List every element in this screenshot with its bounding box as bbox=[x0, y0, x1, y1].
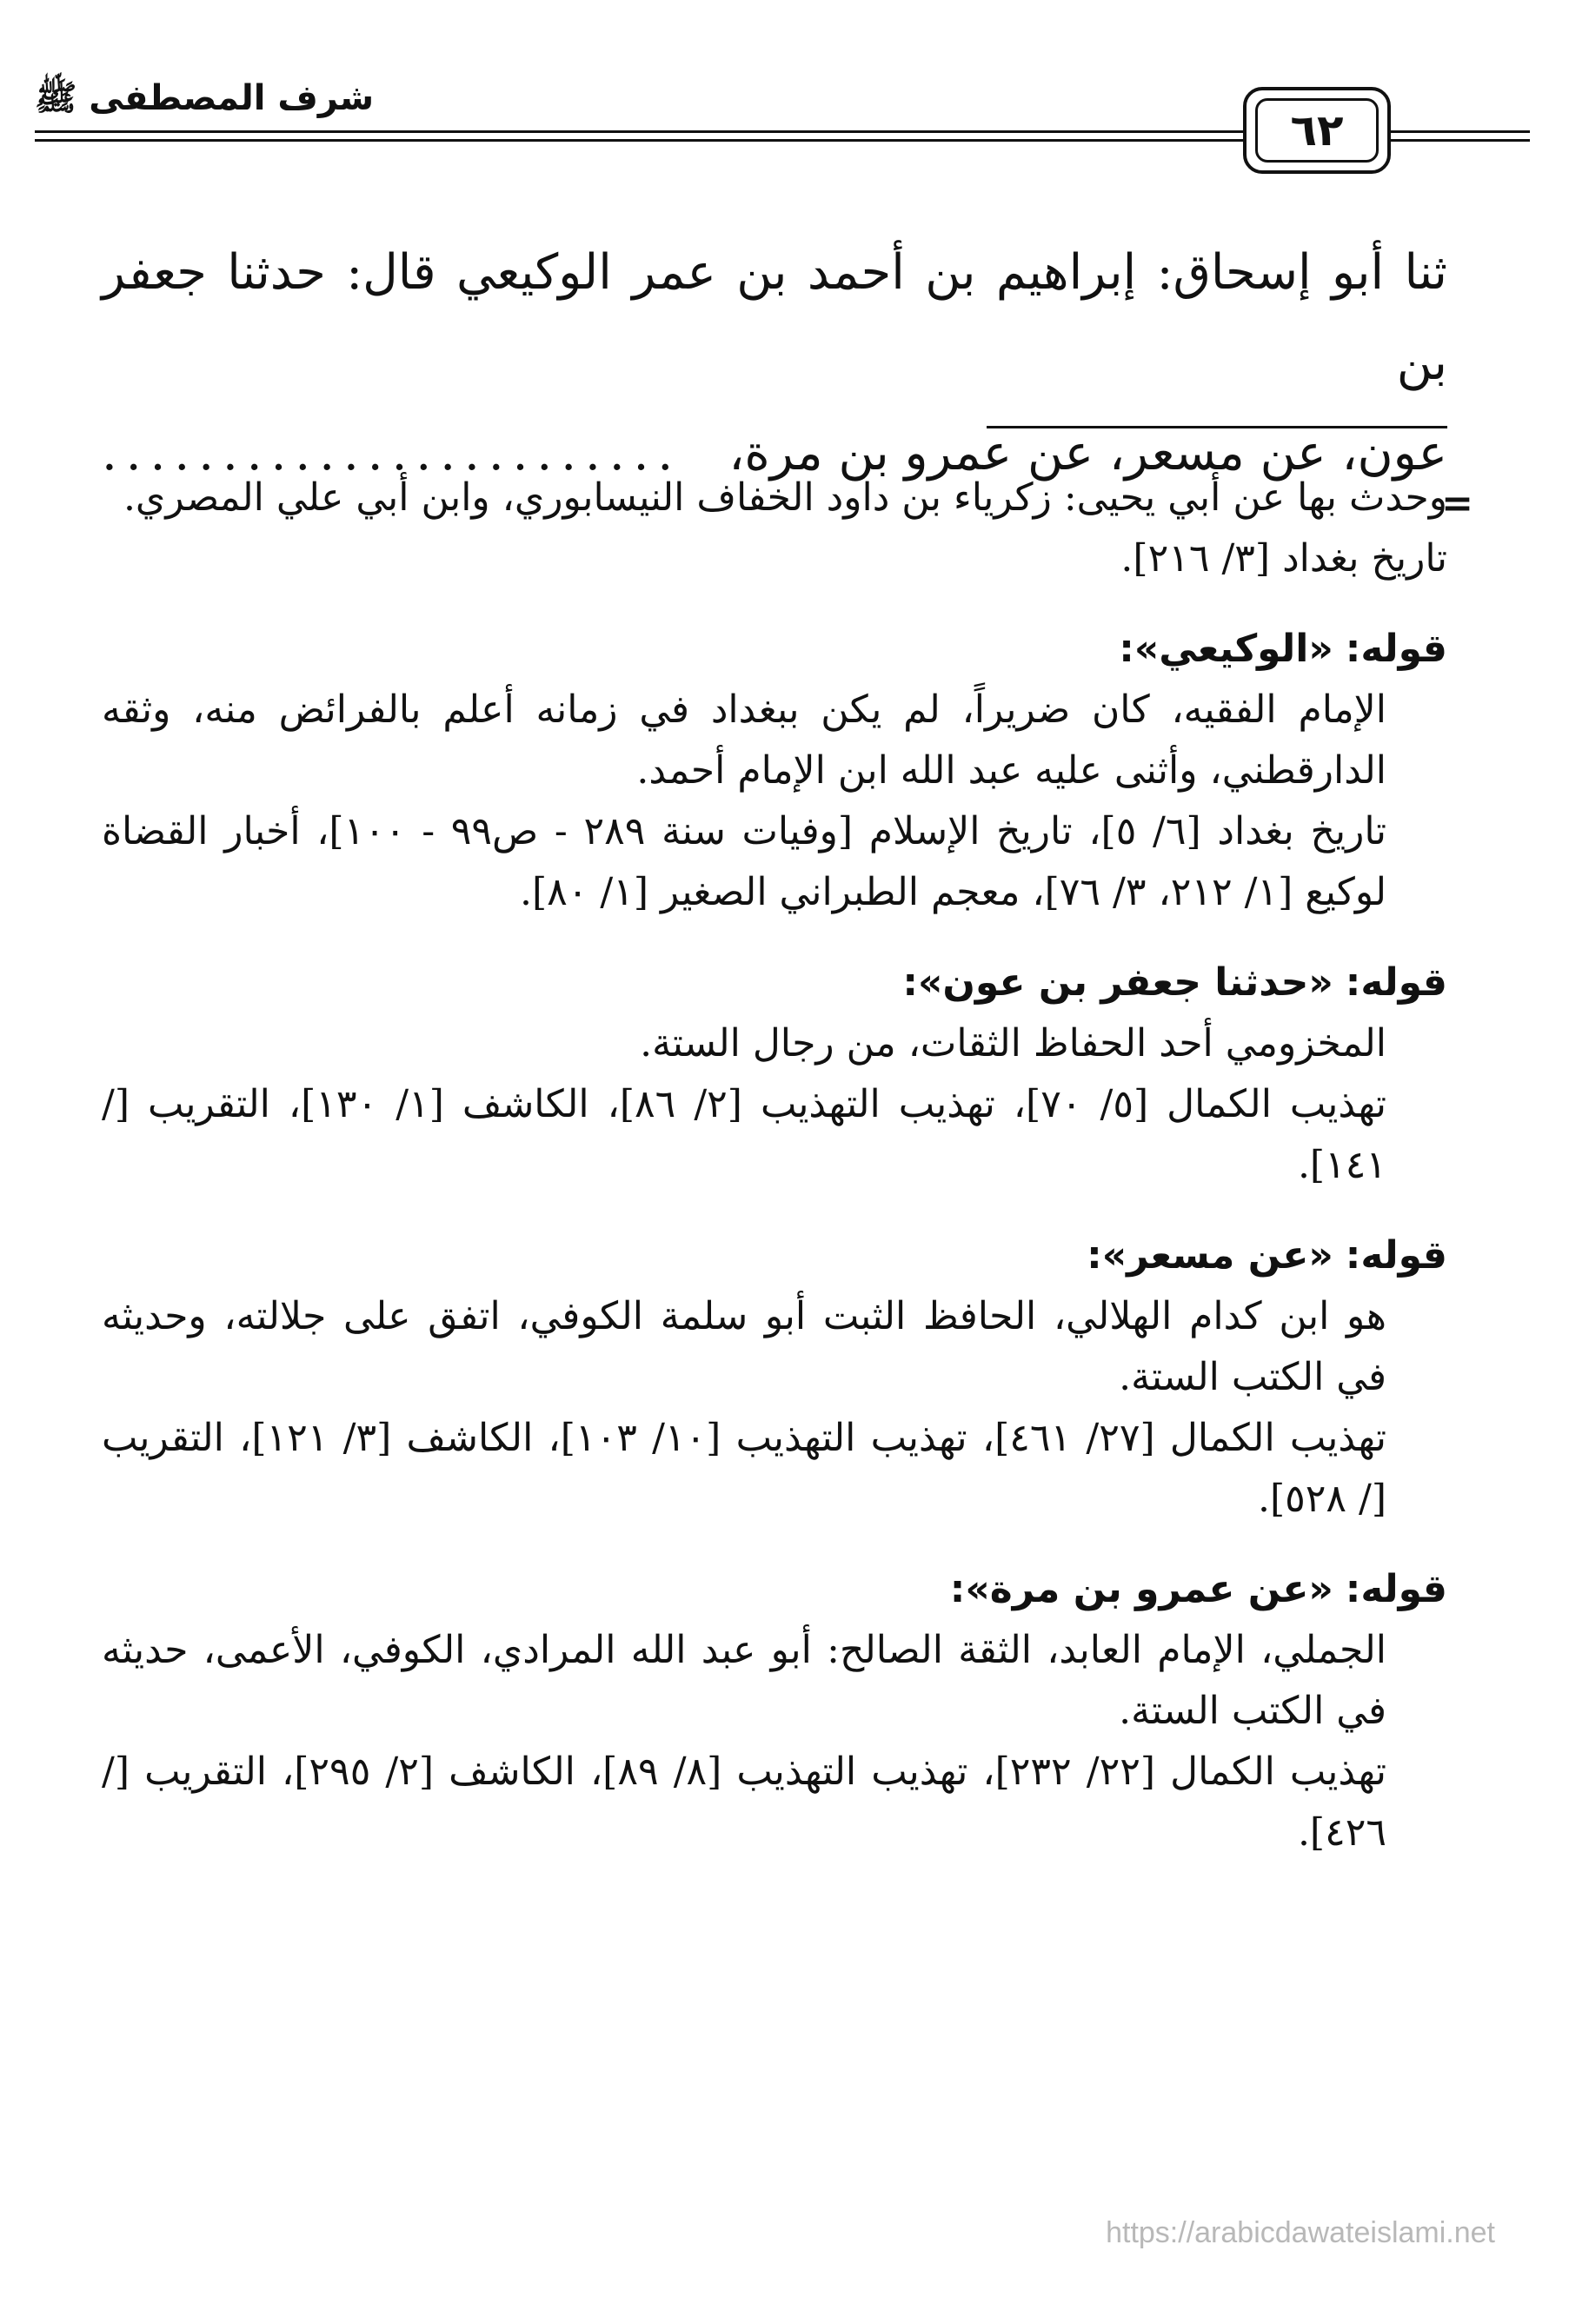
header-rule-bottom bbox=[35, 139, 1243, 142]
entry-heading bbox=[102, 1225, 1447, 1286]
footnote-separator bbox=[987, 426, 1447, 428]
footnote-entry bbox=[102, 953, 1447, 1196]
entry-description: هو ابن كدام الهلالي، الحافظ الثبت أبو سلمة الكوفي، اتفق على جلالته، وحديثه في الكتب الستة. bbox=[102, 1294, 1386, 1399]
entry-label: قوله: bbox=[1345, 1567, 1447, 1611]
entry-sources: تهذيب الكمال [٥/ ٧٠]، تهذيب التهذيب [٢/ ٨٦]، الكاشف [١/ ١٣٠]، التقريب [/ ١٤١]. bbox=[102, 1082, 1387, 1187]
entry-heading bbox=[102, 953, 1447, 1013]
continuation-dots: ........................ bbox=[102, 425, 682, 481]
entry-heading bbox=[102, 1559, 1447, 1620]
entry-heading bbox=[102, 619, 1447, 680]
footnote-continuation bbox=[102, 468, 1447, 589]
footnote-entry bbox=[102, 1225, 1447, 1530]
footnote-entry bbox=[102, 1559, 1447, 1863]
footnotes bbox=[102, 468, 1447, 1893]
main-text bbox=[102, 228, 1447, 499]
entry-term: «حدثنا جعفر بن عون»: bbox=[902, 960, 1333, 1005]
entry-description: المخزومي أحد الحفاظ الثقات، من رجال الستة. bbox=[640, 1021, 1386, 1066]
source-watermark[interactable]: https://arabicdawateislami.net bbox=[1106, 2216, 1495, 2249]
page-number: ٦٢ bbox=[1255, 98, 1379, 163]
entry-sources: تهذيب الكمال [٢٧/ ٤٦١]، تهذيب التهذيب [١٠/ ١٠٣]، الكاشف [٣/ ١٢١]، التقريب [/ ٥٢٨]. bbox=[102, 1416, 1386, 1521]
entry-description: الإمام الفقيه، كان ضريراً، لم يكن ببغداد في زمانه أعلم بالفرائض منه، وثقه الدارقطني، وأثنى عليه عبد الله ابن الإمام أحمد. bbox=[102, 687, 1386, 793]
main-text-line-1: ثنا أبو إسحاق: إبراهيم بن أحمد بن عمر الوكيعي قال: حدثنا جعفر بن bbox=[102, 244, 1447, 391]
footnote-continuation-mark: = bbox=[1441, 481, 1473, 526]
entry-term: «عن عمرو بن مرة»: bbox=[949, 1567, 1333, 1611]
main-text-line-2: عون، عن مسعر، عن عمرو بن مرة، bbox=[728, 425, 1447, 481]
header-rule-right-top bbox=[1391, 130, 1530, 133]
page-header bbox=[0, 0, 1569, 183]
entry-sources: تاريخ بغداد [٦/ ٥]، تاريخ الإسلام [وفيات سنة ٢٨٩ - ص٩٩ - ١٠٠]، أخبار القضاة لوكيع [١/ ٢١٢، ٣/ ٧٦]، معجم الطبراني الصغير [١/ ٨٠]. bbox=[102, 809, 1386, 914]
footnote-entry bbox=[102, 619, 1447, 923]
entry-description: الجملي، الإمام العابد، الثقة الصالح: أبو عبد الله المرادي، الكوفي، الأعمى، حديثه في الكتب الستة. bbox=[102, 1628, 1386, 1733]
entry-label: قوله: bbox=[1345, 1233, 1447, 1278]
header-rule-top bbox=[35, 130, 1243, 133]
entry-label: قوله: bbox=[1345, 960, 1447, 1005]
header-rule-right-bottom bbox=[1391, 139, 1530, 142]
continuation-source: تاريخ بغداد [٣/ ٢١٦]. bbox=[1120, 536, 1447, 581]
page-number-frame bbox=[1243, 87, 1391, 174]
continuation-text: وحدث بها عن أبي يحيى: زكرياء بن داود الخفاف النيسابوري، وابن أبي علي المصري. bbox=[123, 475, 1447, 520]
entry-term: «عن مسعر»: bbox=[1087, 1233, 1333, 1278]
entry-term: «الوكيعي»: bbox=[1119, 627, 1333, 671]
entry-sources: تهذيب الكمال [٢٢/ ٢٣٢]، تهذيب التهذيب [٨/ ٨٩]، الكاشف [٢/ ٢٩٥]، التقريب [/ ٤٢٦]. bbox=[102, 1750, 1387, 1855]
book-title: شرف المصطفى ﷺ bbox=[35, 78, 375, 118]
entry-label: قوله: bbox=[1345, 627, 1447, 671]
